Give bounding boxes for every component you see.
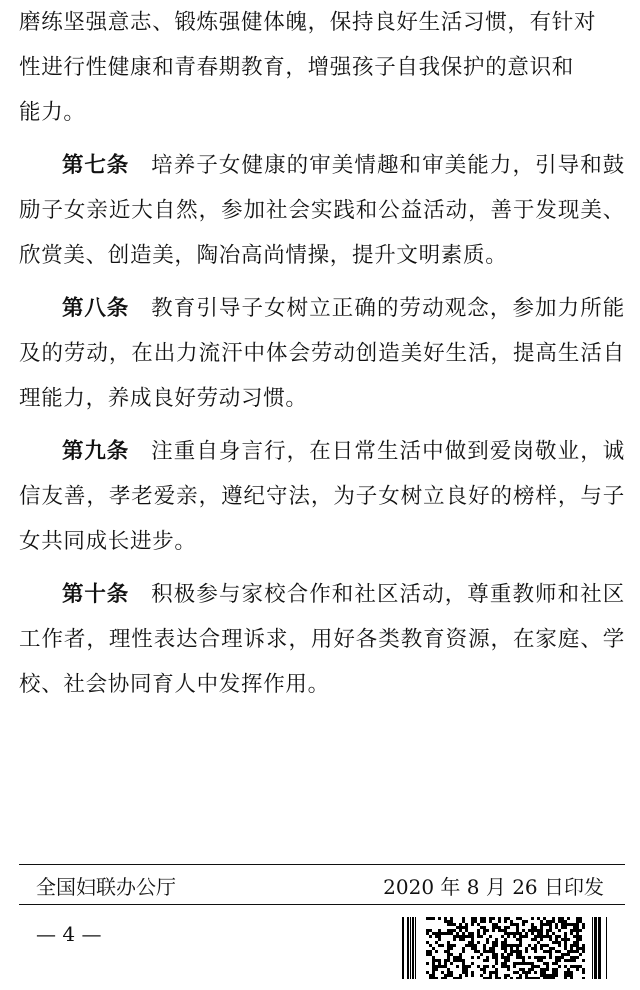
- article-number: 第十条: [62, 582, 130, 607]
- article-8: [19, 286, 625, 421]
- issue-date: 2020 年 8 月 26 日印发: [383, 874, 604, 899]
- article-9: [19, 429, 625, 564]
- article-text: 教育引导子女树立正确的劳动观念，参加力所能及的劳动，在出力流汗中体会劳动创造美好生活，提高生活自理能力，养成良好劳动习惯。: [19, 296, 625, 411]
- article-text: 积极参与家校合作和社区活动，尊重教师和社区工作者，理性表达合理诉求，用好各类教育资源，在家庭、学校、社会协同育人中发挥作用。: [19, 582, 625, 697]
- article-number: 第七条: [62, 153, 130, 178]
- issuer-name: 全国妇联办公厅: [36, 874, 176, 899]
- text-line: 磨练坚强意志、锻炼强健体魄，保持良好生活习惯，有针对: [19, 10, 597, 35]
- article-10: [19, 572, 625, 707]
- issuance-row: [36, 867, 604, 903]
- footer-top-rule: [19, 864, 625, 865]
- footer-bottom-rule: [19, 904, 625, 905]
- article-text: 培养子女健康的审美情趣和审美能力，引导和鼓励子女亲近大自然，参加社会实践和公益活动，善于发现美、欣赏美、创造美，陶冶高尚情操，提升文明素质。: [19, 153, 625, 268]
- article-text: 注重自身言行，在日常生活中做到爱岗敬业，诚信友善，孝老爱亲，遵纪守法，为子女树立良好的榜样，与子女共同成长进步。: [19, 439, 625, 554]
- barcode: [402, 917, 607, 979]
- document-body: [19, 0, 625, 707]
- text-line: 性进行性健康和青春期教育，增强孩子自我保护的意识和: [19, 55, 575, 80]
- article-number: 第九条: [62, 439, 130, 464]
- article-number: 第八条: [62, 296, 130, 321]
- paragraph-continuation: [19, 0, 625, 135]
- article-7: [19, 143, 625, 278]
- page-number: — 4 —: [36, 922, 102, 946]
- text-line: 能力。: [19, 100, 86, 125]
